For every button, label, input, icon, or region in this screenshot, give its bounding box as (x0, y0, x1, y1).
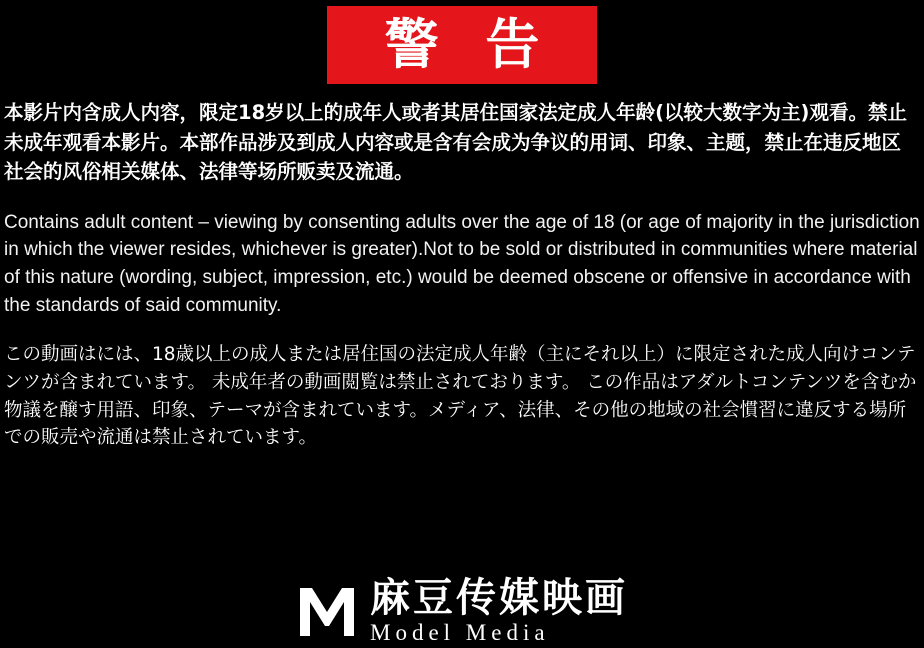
brand-name-cn: 麻豆传媒映画 (370, 575, 628, 621)
notice-japanese: この動画はには、18歳以上の成人または居住国の法定成人年齢（主にそれ以上）に限定された成人向けコンテンツが含まれています。 未成年者の動画閲覧は禁止されております。 この作品はアダルトコンテンツを含むか物議を醸す用語、印象、テーマが含まれています。メディア、法律、その他の地域の社会慣習に違反する場所での販売や流通は禁止されています。 (4, 344, 917, 449)
warning-banner-container (0, 0, 924, 84)
notice-chinese: 本影片内含成人内容，限定18岁以上的成年人或者其居住国家法定成人年龄(以较大数字为主)观看。禁止未成年观看本影片。本部作品涉及到成人内容或是含有会成为争议的用词、印象、主题，禁止在违反地区社会的风俗相关媒体、法律等场所贩卖及流通。 (4, 101, 907, 184)
warning-banner: 警 告 (327, 6, 597, 84)
m-logo-icon (296, 582, 358, 640)
notice-english: Contains adult content – viewing by consenting adults over the age of 18 (or age of majority in the jurisdiction in which the viewer resides, whichever is greater).Not to be sold or distributed in communities where material of this nature (wording, subject, impression, etc.) would be deemed obscene or offensive in accordance with the standards of said community. (4, 211, 920, 316)
notice-content (0, 98, 924, 452)
brand-name-en: Model Media (370, 620, 550, 645)
brand-logo-text (370, 575, 628, 645)
brand-logo (0, 575, 924, 645)
